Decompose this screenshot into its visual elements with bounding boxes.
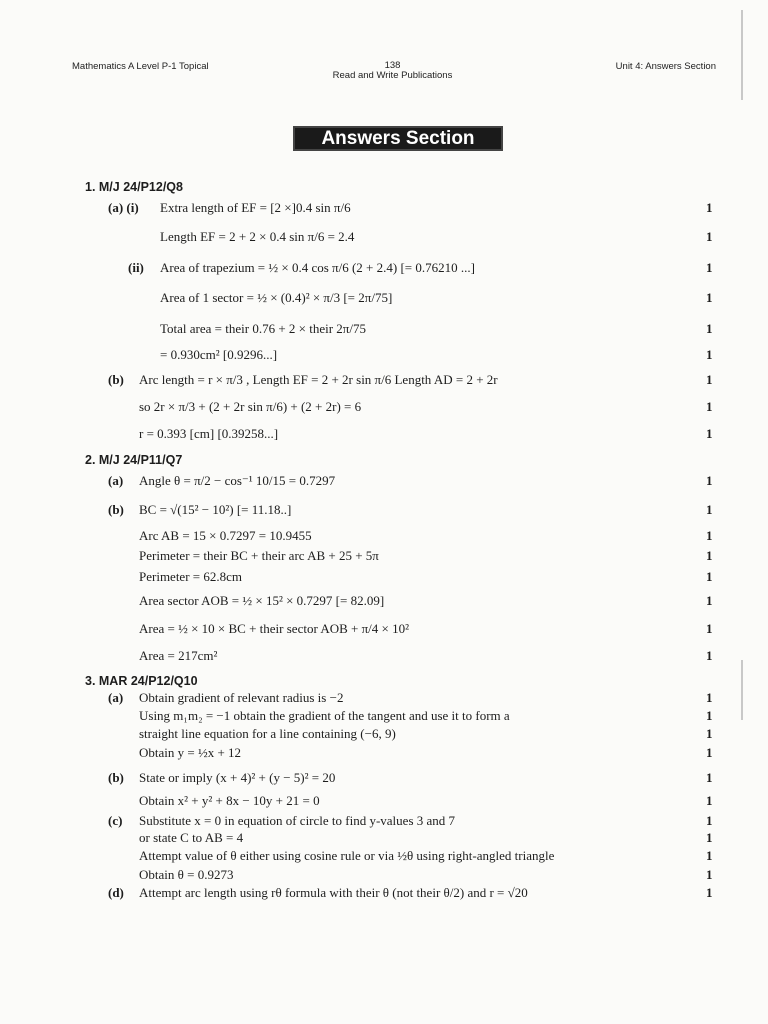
header-left: Mathematics A Level P-1 Topical (72, 61, 209, 72)
mark-value: 1 (706, 569, 713, 584)
part-label: (a) (108, 690, 124, 705)
scan-edge-line (741, 660, 743, 720)
answer-line: Area of trapezium = ½ × 0.4 cos π/6 (2 + 2.4) [= 0.76210 ...] (160, 260, 475, 275)
mark-value: 1 (706, 708, 713, 723)
answer-line: Extra length of EF = [2 ×]0.4 sin π/6 (160, 200, 351, 215)
answer-line: Arc AB = 15 × 0.7297 = 10.9455 (139, 528, 312, 543)
answer-line: Obtain x² + y² + 8x − 10y + 21 = 0 (139, 793, 320, 808)
answer-line: or state C to AB = 4 (139, 830, 244, 845)
answer-line: Area = 217cm² (139, 648, 218, 663)
mark-value: 1 (706, 347, 713, 362)
part-label: (b) (108, 502, 124, 517)
part-label: (d) (108, 885, 124, 900)
mark-value: 1 (706, 690, 713, 705)
part-label: (b) (108, 372, 124, 387)
page-number: 138 (384, 60, 401, 71)
scan-edge-line (741, 10, 743, 100)
answer-line: so 2r × π/3 + (2 + 2r sin π/6) + (2 + 2r) = 6 (139, 399, 362, 414)
mark-value: 1 (706, 321, 713, 336)
answer-line: Substitute x = 0 in equation of circle to find y-values 3 and 7 (139, 813, 456, 828)
mark-value: 1 (706, 372, 713, 387)
answer-line: Obtain gradient of relevant radius is −2 (139, 690, 344, 705)
mark-value: 1 (706, 770, 713, 785)
publisher-name: Read and Write Publications (332, 70, 453, 81)
answer-line: Attempt value of θ either using cosine rule or via ½θ using right-angled triangle (139, 848, 555, 863)
mark-value: 1 (706, 528, 713, 543)
answer-line: BC = √(15² − 10²) [= 11.18..] (139, 502, 292, 517)
part-label: (a) (i) (108, 200, 139, 215)
mark-value: 1 (706, 593, 713, 608)
part-label: (a) (108, 473, 124, 488)
mark-value: 1 (706, 813, 713, 828)
question-heading: 1. M/J 24/P12/Q8 (85, 180, 183, 194)
answer-line: Using m₁m₂ = −1 obtain the gradient of the tangent and use it to form a (139, 708, 510, 723)
answer-line: straight line equation for a line containing (−6, 9) (139, 726, 396, 741)
answer-line: Area = ½ × 10 × BC + their sector AOB + π/4 × 10² (139, 621, 410, 636)
mark-value: 1 (706, 229, 713, 244)
answer-line: Obtain θ = 0.9273 (139, 867, 234, 882)
answer-line: Total area = their 0.76 + 2 × their 2π/75 (160, 321, 366, 336)
mark-value: 1 (706, 848, 713, 863)
answer-line: Area of 1 sector = ½ × (0.4)² × π/3 [= 2π/75] (160, 290, 393, 305)
mark-value: 1 (706, 621, 713, 636)
mark-value: 1 (706, 260, 713, 275)
answer-line: = 0.930cm² [0.9296...] (160, 347, 278, 362)
mark-value: 1 (706, 473, 713, 488)
header-right: Unit 4: Answers Section (615, 61, 716, 72)
mark-value: 1 (706, 885, 713, 900)
mark-value: 1 (706, 726, 713, 741)
mark-value: 1 (706, 548, 713, 563)
answer-line: Area sector AOB = ½ × 15² × 0.7297 [= 82.09] (139, 593, 385, 608)
mark-value: 1 (706, 648, 713, 663)
mark-value: 1 (706, 793, 713, 808)
answer-line: r = 0.393 [cm] [0.39258...] (139, 426, 279, 441)
question-heading: 3. MAR 24/P12/Q10 (85, 674, 198, 688)
answer-line: Arc length = r × π/3 , Length EF = 2 + 2r sin π/6 Length AD = 2 + 2r (139, 372, 498, 387)
mark-value: 1 (706, 502, 713, 517)
part-label: (b) (108, 770, 124, 785)
mark-value: 1 (706, 867, 713, 882)
answer-line: Perimeter = their BC + their arc AB + 25 + 5π (139, 548, 379, 563)
mark-value: 1 (706, 745, 713, 760)
mark-value: 1 (706, 426, 713, 441)
page-title: Answers Section (293, 126, 503, 151)
answer-line: State or imply (x + 4)² + (y − 5)² = 20 (139, 770, 336, 785)
part-label: (ii) (128, 260, 144, 275)
answer-line: Obtain y = ½x + 12 (139, 745, 242, 760)
mark-value: 1 (706, 200, 713, 215)
mark-value: 1 (706, 290, 713, 305)
answer-line: Length EF = 2 + 2 × 0.4 sin π/6 = 2.4 (160, 229, 355, 244)
answer-line: Attempt arc length using rθ formula with their θ (not their θ/2) and r = √20 (139, 885, 528, 900)
mark-value: 1 (706, 830, 713, 845)
answer-line: Angle θ = π/2 − cos⁻¹ 10/15 = 0.7297 (139, 473, 336, 488)
question-heading: 2. M/J 24/P11/Q7 (85, 453, 183, 467)
answer-line: Perimeter = 62.8cm (139, 569, 242, 584)
mark-value: 1 (706, 399, 713, 414)
part-label: (c) (108, 813, 123, 828)
